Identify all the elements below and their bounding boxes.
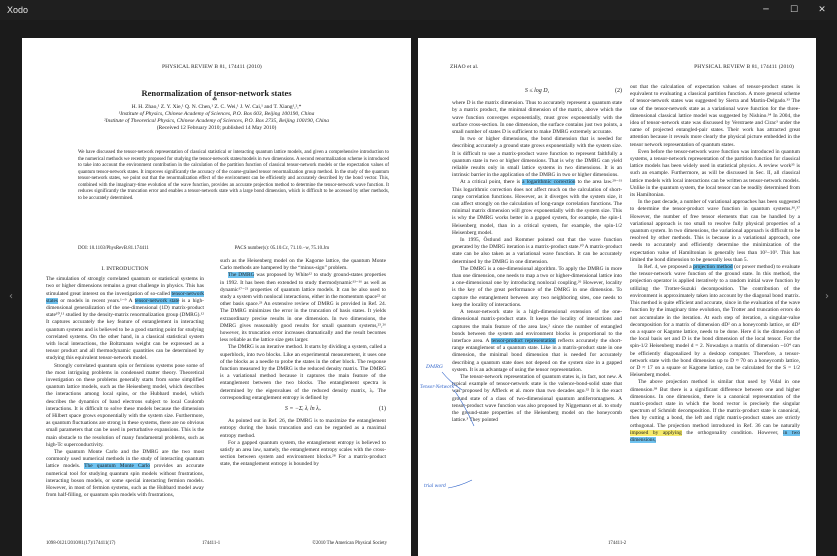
maximize-button[interactable] — [780, 0, 808, 20]
ink-arrow[interactable] — [454, 390, 474, 426]
paragraph: The DMRG is an iterative method. It starts by dividing a system, called a superblock, into two blocks. Like an experimental measurement, it uses one of the blocks as a needle to probe the states in the other block. The response function measured by the DMRG is the reduced density matrix. The DMRG is a variational method because it captures the main feature of the entanglement between the two blocks. The entanglement spectra is determined by the eigenvalues of the reduced density matrix, λᵢ. The corresponding entanglement entropy is defined by — [220, 344, 386, 401]
app-title: Xodo — [7, 5, 29, 15]
highlight[interactable]: a logarithmic correction — [522, 179, 576, 186]
ink-arrow[interactable] — [442, 372, 462, 390]
highlight[interactable]: projection method — [693, 264, 733, 271]
paragraph: In two or higher dimensions, the bond dimension that is needed for describing accurately a ground state grows exponentially with the system size. It is difficult to use a matrix-product wave function to represent faithfully a quantum state in two or higher dimensions. That is why the DMRG can yield reliable results only in small lattice systems in two dimensions. It is an intrinsic barrier in the application of the DMRG in two or higher dimensions. — [452, 136, 622, 179]
paragraph: For a gapped quantum system, the entanglement entropy is believed to satisfy an area law, namely, the entanglement entropy scales with the cross-section between system and environment blocks.²⁸ For a matrix-product state, the entanglement entropy is bounded by — [220, 439, 386, 468]
authors-block — [42, 104, 391, 132]
ink-arrow[interactable] — [448, 480, 472, 488]
equation-2: S ≤ log D, (2) — [524, 88, 622, 94]
paragraph: out that the calculation of expectation values of tensor-product states is equivalent to evaluating a classical partition function. A more general scheme of tensor-network states was suggested by Sierra and Martin-Delgado.³³ The use of the tensor-network state as a variational wave function for the three-dimensional classical lattice model was suggested by Nishino.³⁴ In 2004, the idea of tensor-network state was discussed by Verstraete and Cirac³ under the name of projected entangled-pair states. Their work has attracted great attention because it reveals more clearly the physical picture embedded in the tensor network representation of quantum states. — [630, 84, 800, 148]
page-number: 174411-1 — [202, 541, 221, 546]
paragraph: As pointed out in Ref. 26, the DMRG is to maximize the entanglement entropy during the basis truncation and can be regarded as a maximal entropy method. — [220, 418, 386, 439]
highlight[interactable]: The quantum Monte Carlo — [84, 463, 150, 470]
paper-title: Renormalization of tensor-network states — [141, 88, 292, 98]
minimize-button[interactable] — [752, 0, 780, 20]
section-heading: I. INTRODUCTION — [101, 266, 149, 272]
highlight[interactable]: The DMRG — [228, 272, 255, 279]
paragraph: In Ref. 4, we proposed a projection method (or power method) to evaluate the tensor-network wave function of the ground state. In this method, the projection operator is applied iteratively to a random initial wave function by utilizing the Trotter-Suzuki decomposition. The contribution of the environment is approximately taken into account by the diagonal bond matrix. This method is quite efficient and accurate, since in the evaluation of the wave function by the imaginary time evolution, the Trotter and truncation errors do not accumulate in the iteration. At each step of iteration, a singular-value decomposition for a matrix of dimension dD² on a honeycomb lattice, or dD³ on a square or Kagome lattice, needs to be done. Here d is the dimension of the local basis set and D is the bond dimension of the local tensor. For the spin-1/2 Heisenberg model d = 2. Nowadays a matrix of dimension ~10⁴ can be efficiently diagonalized by a desktop computer. Therefore, a tensor-network state with the bond dimension up to D ≈ 70 on a honeycomb lattice, or D ≈ 17 on a square or Kagome lattice, can be calculated for the S = 1/2 Heisenberg model. — [630, 264, 800, 379]
ink-annotation-tensor[interactable]: Tensor-Network — [420, 384, 455, 389]
footer-copyright: ©2010 The American Physical Society — [312, 541, 387, 546]
doi-line — [78, 246, 389, 251]
paragraph: At a critical point, there is a logarithmic correction to the area law.²⁹⁻³¹ This logarithmic correction does not affect much on the calculation of short-range correlation functions. However, as it diverges with the system size, it can affect strongly on the calculation of long-range correlation functions. The minimal matrix dimension will grow exponentially with the system size. This is why the DMRG works better in a gapped system, for example, the spin-1 Heisenberg model, than in a critical system, for example, the spin-1/2 Heisenberg model. — [452, 179, 622, 236]
title-bar — [0, 0, 837, 20]
left-column-1 — [46, 266, 204, 528]
equation-1: S = −Σᵢ λᵢ ln λᵢ. (1) — [284, 406, 386, 413]
left-column-2 — [220, 258, 386, 530]
highlight[interactable]: in two dimensions, — [630, 429, 800, 443]
abstract: We have discussed the tensor-network representation of classical statistical or interacting quantum lattice models, and given a comprehensive introduction to the numerical methods we recently proposed for studying the tensor-network states/models in two dimensions. A second renormalization scheme is introduced to take into account the environment contribution in the calculation of the partition function of classical tensor-network models or the expectation values of quantum tensor-network states. It improves significantly the accuracy of the coarse-grained tensor renormalization group method. In the study of the quantum tensor-network states, we point out that the renormalization effect of the environment can be efficiently and accurately described by the bond vector. This, combined with the imaginary-time evolution of the wave function, provides an accurate projection method to determine the tensor-network wave function. It reduces significantly the truncation error and enables a tensor-network state with a large bond dimension, which is difficult to be accessed by other methods, to be accurately determined. — [78, 150, 389, 201]
close-icon: ✕ — [818, 5, 826, 15]
highlight-yellow[interactable]: imposed by applying — [630, 429, 682, 436]
running-head: PHYSICAL REVIEW B 81, 174411 (2010) — [162, 64, 262, 70]
ink-strokes — [420, 360, 480, 500]
minimize-icon: ─ — [763, 5, 769, 15]
highlight[interactable]: tensor-network states — [46, 290, 204, 304]
pacs-numbers: PACS number(s): 05.10.Cc, 71.10.−w, 75.10.Jm — [234, 246, 329, 251]
paragraph: such as the Heisenberg model on the Kagome lattice, the quantum Monte Carlo methods are hampered by the “minus-sign” problem. — [220, 258, 386, 272]
next-page-button[interactable] — [820, 282, 834, 312]
author-list: H. H. Zhao,¹ Z. Y. Xie,¹ Q. N. Chen,¹ Z. C. Wei,¹ J. W. Cai,¹ and T. Xiang¹,²,* — [131, 104, 302, 110]
page-left[interactable] — [22, 38, 411, 556]
received-date: (Received 12 February 2010; published 14 May 2010) — [156, 125, 277, 131]
right-column-2 — [630, 84, 800, 536]
page-number: 174411-2 — [608, 541, 627, 546]
chevron-right-icon: › — [825, 291, 829, 302]
paragraph: A tensor-network state is a high-dimensional extension of the one-dimensional matrix-product state. It keeps the locality of interactions and captures the main feature of the area law,² since the number of entangled bonds between the system and environment blocks is proportional to the interface area. A tensor-product representation reflects accurately the short-range entanglement of a quantum state. Like in a matrix-product state in one dimension, the minimal bond dimension that is needed for accurately describing a quantum state does not depend on the system size in a gapped system. It is an advantage of using the tensor representation. — [452, 309, 622, 373]
affiliation-2: ²Institute of Theoretical Physics, Chinese Academy of Sciences, P.O. Box 2735, Beijing 100190, China — [103, 118, 330, 124]
prev-page-button[interactable] — [4, 282, 18, 312]
paragraph: The DMRG was proposed by White¹² to study ground-states properties in 1992. It has been then extended to study thermodynamic¹³⁻¹⁶ as well as dynamic¹⁷⁻²¹ properties of quantum lattice models. It can be also used to study a system with nonlocal interactions, either in the momentum space²² or other basis space.²³ An extensive review of DMRG is provided in Ref. 24. The DMRG minimizes the error in the truncation of basis states. It yields extraordinary precise results in one dimension. In two dimensions, the DMRG gives reasonably good results for small quantum systems,²⁵,²⁶ however, its truncation error increases dramatically and the result becomes less reliable as the lattice size gets larger. — [220, 272, 386, 344]
ink-annotation-trial[interactable]: trial word — [424, 484, 446, 489]
paragraph: Strongly correlated quantum spin or fermions systems pose some of the most intriguing problems in condensed matter theory. Theoretical investigation on these problems generally starts from some simplified quantum lattice models, such as the Heisenberg model, which describes the interactions among local spins, or the Hubbard model, which describes the dynamics of band electrons subject to local Coulomb interactions. It is difficult to solve these models because the dimension of Hilbert space grows exponentially with the system size. Furthermore, as quantum fluctuations are strong in these systems, there are no obvious small parameters that can be used in perturbative expansions. This is the main obstacle to the resolution of many fundamental problems, such as high-Tc superconductivity. — [46, 362, 204, 448]
ink-annotation-dmrg[interactable]: DMRG — [426, 364, 443, 370]
paragraph: In 1995, Östlund and Rommer pointed out that the wave function generated by the DMRG iteration is a matrix-product state.¹⁰ A matrix-product state can be also taken as a variational wave function. It can be accurately determined by the DMRG in one dimension. — [452, 237, 622, 265]
paragraph: The DMRG is a one-dimensional algorithm. To apply the DMRG in more than one dimension, one needs to map a two or higher-dimensional lattice into a one-dimensional one by introducing nonlocal coupling.²⁶ However, locality is the key of the great performance of the DMRG in one dimension. To capture the entanglement between any two neighboring sites, one needs to keep the locality of interactions. — [452, 265, 622, 308]
bookmark-icon[interactable]: ☘ — [212, 97, 218, 103]
doi-link[interactable]: DOI: 10.1103/PhysRevB.81.174411 — [78, 246, 149, 251]
close-button[interactable] — [808, 0, 836, 20]
highlight[interactable]: tensor-network state — [134, 297, 180, 304]
maximize-icon: ☐ — [789, 5, 799, 15]
paragraph: Even before the tensor-network wave function was introduced in quantum systems, a tensor-network representation of the partition function for classical lattice models has been widely used in statistical physics. A review work³⁵ is such an example. Furthermore, as will be discussed in Sec. II, all classical lattice models with local interactions can be written as tensor-network models. Unlike in the quantum system, the local tensor can be readily determined from its Hamiltonian. — [630, 148, 800, 199]
paragraph: The above projection method is similar that used by Vidal in one dimension.³⁸ But there is a significant difference between one and higher dimensions. In one dimension, there is a canonical representation of the matrix-product state in which the bond vector is precisely the singular spectrum of Schmidt decomposition. If the matrix-product state is canonical, then by cutting a bond, the left and right matrix-product states are strictly orthogonal. The projection method introduced in Ref. 36 can be naturally imposed by applying the orthogonality condition. However, in two dimensions, — [630, 379, 800, 443]
document-viewer[interactable] — [0, 20, 837, 556]
paragraph: The tensor-network representation of quantum states is, in fact, not new. A typical example of tensor-network state is the valence-bond-solid state that was proposed by Affleck et al. more than two decades ago.³² It is the exact ground state of a class of two-dimensional quantum antiferromagnets. A tensor-product wave function was also proposed by Niggemann et al. to study the ground-state properties of the Heisenberg model on the honeycomb lattice.³ They pointed — [452, 373, 622, 424]
paragraph: The quantum Monte Carlo and the DMRG are the two most commonly used numerical methods in the study of interacting quantum lattice models. The quantum Monte Carlo provides an accurate numerical tool for studying quantum spin models without frustrations, interacting boson models, or some special interacting fermion models. However, in most of fermion systems, such as the Hubbard model away from half-filling, or quantum spin models with frustrations, — [46, 449, 204, 499]
footer-left: 1098-0121/2010/81(17)/174411(17) — [46, 541, 116, 546]
running-head-right: PHYSICAL REVIEW B 81, 174411 (2010) — [694, 64, 794, 70]
paragraph: where D is the matrix dimension. Thus to accurately represent a quantum state by a matrix product, the minimal dimension of the matrix, above which the wave function converges exponentially, must grow exponentially with the surface cross-section. In one dimension, the surface contains just two points, a small number of states D is sufficient to make DMRG extremely accurate. — [452, 100, 622, 136]
running-head-left: ZHAO et al. — [450, 64, 479, 70]
chevron-left-icon: ‹ — [9, 291, 13, 302]
highlight[interactable]: tensor-product representation — [491, 337, 556, 344]
affiliation-1: ¹Institute of Physics, Chinese Academy of Sciences, P.O. Box 603, Beijing 100190, China — [118, 111, 315, 117]
paragraph: The simulation of strongly correlated quantum or statistical systems in two or higher dimensions remains a great challenge in physics. This has stimulated great interest on the investigation of so-called tensor-network states or models in recent years.¹⁻⁹ A tensor-network state is a high-dimensional generalization of the one-dimensional (1D) matrix-product state¹⁰,¹¹ studied by the density-matrix renormalization group (DMRG).¹² It captures accurately the key feature of entanglement in interacting quantum systems and is believed to be a good starting point for studying correlated systems. On the other hand, in a classical statistical system with local interactions, the Boltzmann weight can be expressed as a tensor product and all thermodynamic quantities can be determined by studying this equivalent tensor-network model. — [46, 276, 204, 362]
paragraph: In the past decade, a number of variational approaches has been suggested to determine the tensor-product wave function in quantum systems.³⁶,³⁷ However, the number of free tensor elements that can be handled by a variational approach is too small to resolve fully physical properties of a quantum system. In two dimensions, the variational approach is difficult to be resolved by other methods. This is because in a variational approach, one needs to accurately and efficiently determine the minimization of the expectation value of Hamiltonian is generally less than 10²−10³. This has limited the bond dimension to be generally less than 5. — [630, 199, 800, 263]
